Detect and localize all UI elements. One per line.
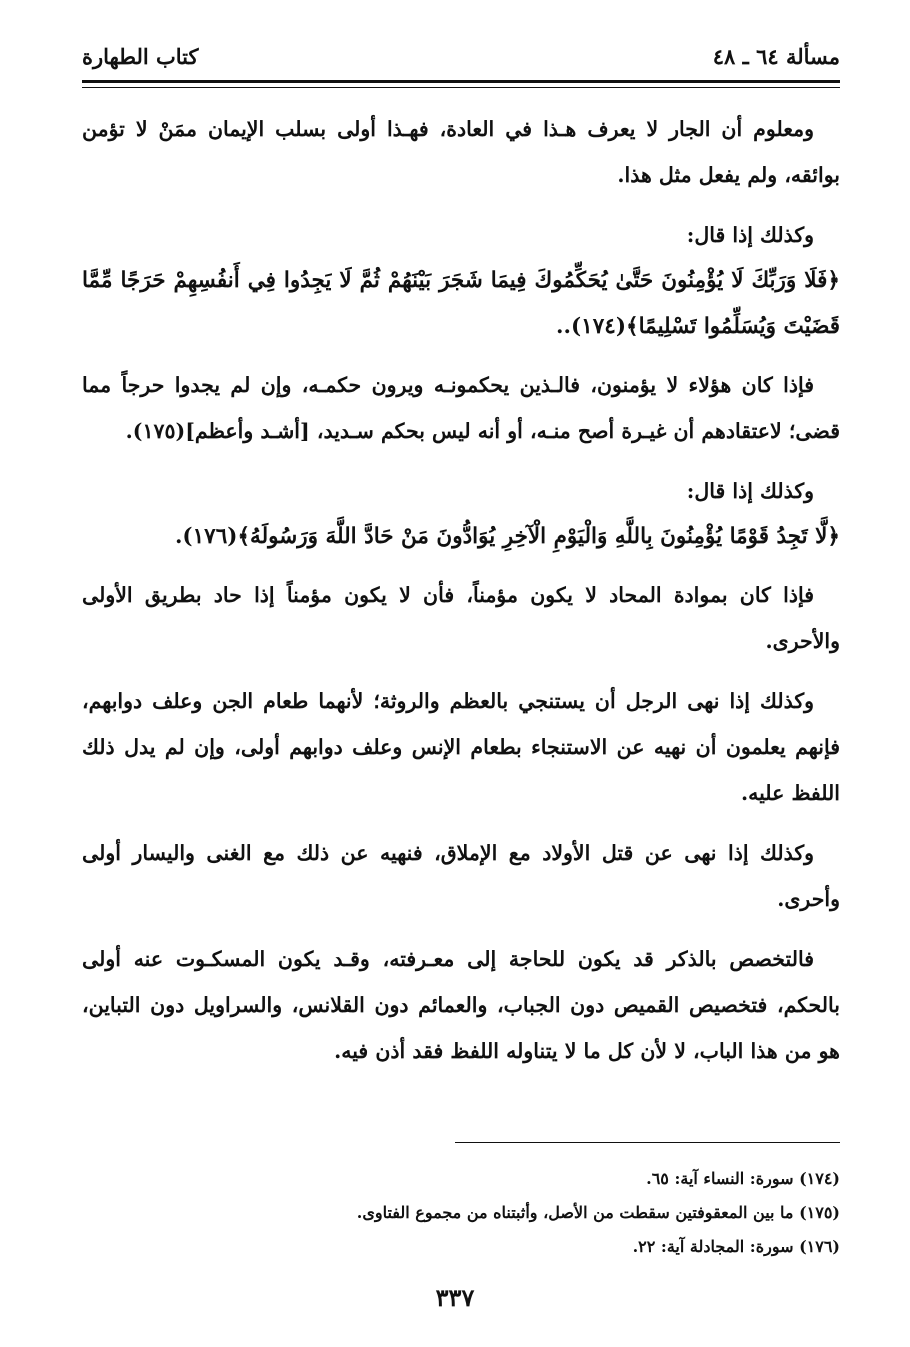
paragraph: فإذا كان هؤلاء لا يؤمنون، فالـذين يحكمونـه ويرون حكمـه، وإن لم يجدوا حرجاً مما قضى؛ لاعتقادهم أن غيـرة أصح منـه، أو أنه ليس بحكم سـديد، [أشـد وأعظم](١٧٥). xyxy=(82,373,840,443)
quran-verse: ﴿لَّا تَجِدُ قَوْمًا يُؤْمِنُونَ بِاللَّهِ وَالْيَوْمِ الْآخِرِ يُوَادُّونَ مَنْ حَادَّ اللَّهَ وَرَسُولَهُ﴾(١٧٦). xyxy=(174,524,840,549)
running-header xyxy=(82,38,840,74)
footnote: (١٧٤) سورة: النساء آية: ٦٥. xyxy=(646,1169,840,1188)
footnote: (١٧٥) ما بين المعقوفتين سقطت من الأصل، وأثبتناه من مجموع الفتاوى. xyxy=(356,1203,840,1222)
paragraph: وكذلك إذا نهى الرجل أن يستنجي بالعظم والروثة؛ لأنهما طعام الجن وعلف دوابهم، فإنهم يعلمون أن نهيه عن الاستنجاء بطعام الإنس وعلف دوابهم أولى، وإن لم يدل ذلك اللفظ عليه. xyxy=(82,689,840,805)
book-title: كتاب الطهارة xyxy=(82,43,199,69)
quran-verse: ﴿فَلَا وَرَبِّكَ لَا يُؤْمِنُونَ حَتَّىٰ يُحَكِّمُوكَ فِيمَا شَجَرَ بَيْنَهُمْ ثُمَّ لَا يَجِدُوا فِي أَنفُسِهِمْ حَرَجًا مِّمَّا قَضَيْتَ وَيُسَلِّمُوا تَسْلِيمًا﴾(١٧٤).. xyxy=(82,268,840,339)
footnote: (١٧٦) سورة: المجادلة آية: ٢٢. xyxy=(632,1237,840,1256)
header-rule-thick xyxy=(82,80,840,83)
header-rule-thin xyxy=(82,87,840,88)
footnote-rule xyxy=(455,1142,840,1143)
paragraph: فإذا كان بموادة المحاد لا يكون مؤمناً، فأن لا يكون مؤمناً إذا حاد بطريق الأولى والأحرى. xyxy=(82,583,840,653)
paragraph: وكذلك إذا قال: xyxy=(686,223,814,247)
issue-label: مسألة ٦٤ ـ ٤٨ xyxy=(712,43,840,69)
paragraph: فالتخصص بالذكر قد يكون للحاجة إلى معـرفته، وقـد يكون المسكـوت عنه أولى بالحكم، فتخصيص القميص دون الجباب، والعمائم دون القلانس، والسراويل دون التباين، هو من هذا الباب، لا لأن كل ما لا يتناوله اللفظ فقد أذن فيه. xyxy=(82,947,840,1063)
paragraph: وكذلك إذا قال: xyxy=(686,479,814,503)
paragraph: وكذلك إذا نهى عن قتل الأولاد مع الإملاق، فنهيه عن ذلك مع الغنى واليسار أولى وأحرى. xyxy=(82,841,840,911)
footnotes xyxy=(82,1162,840,1264)
page-number: ٣٣٧ xyxy=(435,1283,475,1312)
paragraph: ومعلوم أن الجار لا يعرف هـذا في العادة، فهـذا أولى بسلب الإيمان ممَنْ لا تؤمن بوائقه، ولم يفعل مثل هذا. xyxy=(82,117,840,187)
main-text xyxy=(82,106,840,1088)
